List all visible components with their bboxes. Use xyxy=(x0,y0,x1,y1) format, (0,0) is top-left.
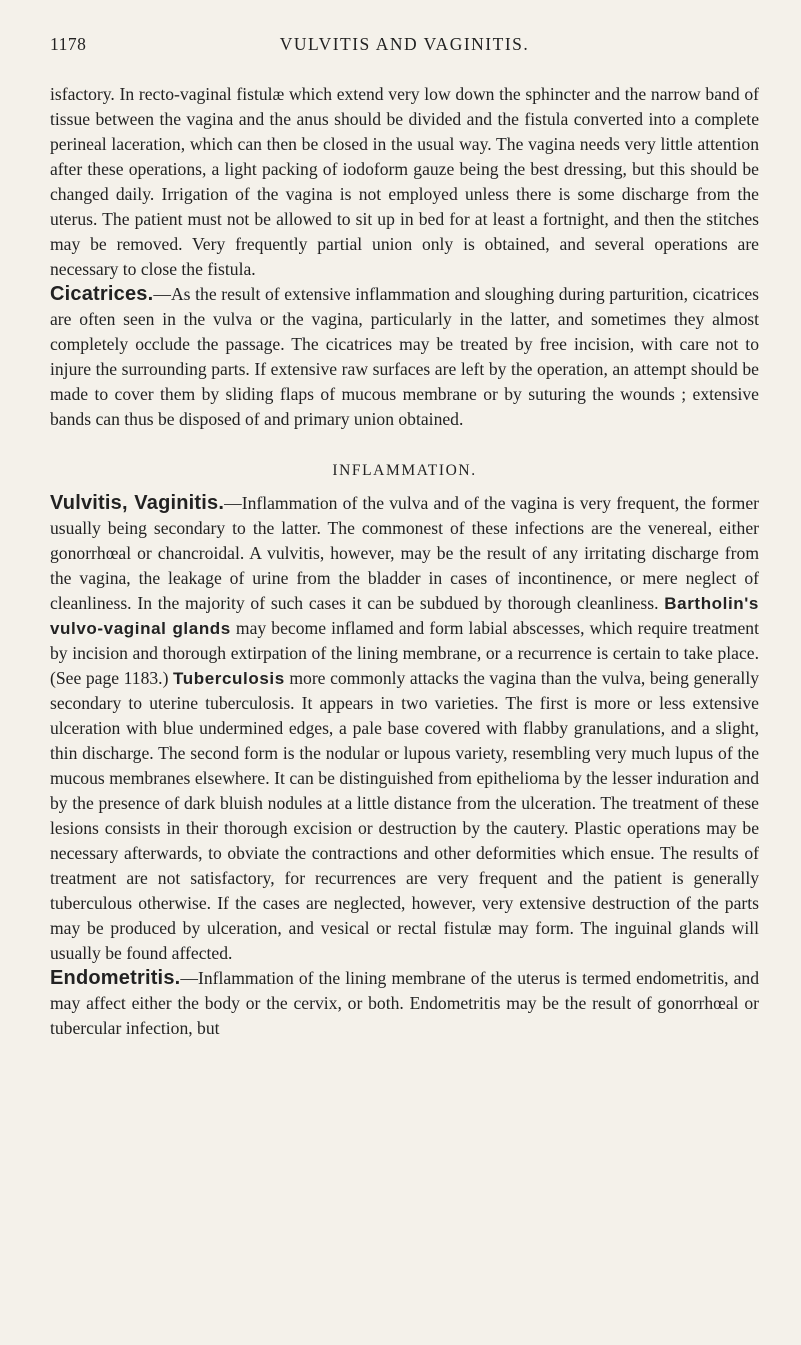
endometritis-text: —Inflammation of the lining membrane of the uterus is termed endometritis, and may affect either the body or the cervix, or both. Endometritis may be the result of gonorrhœal or tubercular infection, but xyxy=(50,968,759,1038)
vulvitis-text-3: more commonly attacks the vagina than the vulva, being generally secondary to uterine tuberculosis. It appears in two varieties. The first is more or less extensive ulceration with blue undermined edges, a pale base covered with flabby granulations, and a slight, thin discharge. The second form is the nodular or lupous variety, resembling very much lupus of the mucous membranes elsewhere. It can be distinguished from epithelioma by the lesser induration and by the presence of dark bluish nodules at a little distance from the ulceration. The treatment of these lesions consists in their thorough excision or destruction by the cautery. Plastic operations may be necessary afterwards, to obviate the contractions and other deformities which ensue. The results of treatment are not satisfactory, for recurrences are very frequent and the patient is generally tuberculous otherwise. If the cases are neglected, however, very extensive destruction of the parts may be produced by ulceration, and vesical or rectal fistulæ may form. The inguinal glands will usually be found affected. xyxy=(50,668,760,963)
running-title: VULVITIS AND VAGINITIS. xyxy=(279,34,530,54)
page-number: 1178 xyxy=(50,34,87,54)
vulvitis-text-1: —Inflammation of the vulva and of the vagina is very frequent, the former usually being secondary to the latter. The commonest of these infections are the venereal, either gonorrhœal or chancroidal. A vulvitis, however, may be the result of any irritating discharge from the vagina, the leakage of urine from the bladder in cases of incontinence, or mere neglect of cleanliness. In the majority of such cases it can be subdued by thorough cleanliness. xyxy=(50,493,759,613)
heading-vulvitis-vaginitis: Vulvitis, Vaginitis. xyxy=(50,492,225,514)
paragraph-vulvitis xyxy=(50,491,759,966)
running-header xyxy=(50,0,759,62)
subheading-bartholin-glands: Bartholin's vulvo-vaginal glands xyxy=(50,594,759,638)
cicatrices-text: —As the result of extensive inflammation and sloughing during parturition, cicatrices are often seen in the vulva or the vagina, particularly in the latter, and sometimes they almost completely occlude the passage. The cicatrices may be treated by free incision, with care not to injure the surrounding parts. If extensive raw surfaces are left by the operation, an attempt should be made to cover them by sliding flaps of mucous membrane or by suturing the wounds ; extensive bands can thus be disposed of and primary union obtained. xyxy=(50,284,759,429)
subheading-tuberculosis: Tuberculosis xyxy=(173,669,285,688)
page-body xyxy=(50,82,759,1041)
heading-cicatrices: Cicatrices. xyxy=(50,283,154,305)
heading-endometritis: Endometritis. xyxy=(50,967,181,989)
paragraph-fistulae xyxy=(50,82,759,282)
section-title-inflammation: INFLAMMATION. xyxy=(332,462,477,479)
paragraph-cicatrices xyxy=(50,282,759,432)
paragraph-endometritis xyxy=(50,966,759,1041)
paragraph-fistulae-text: isfactory. In recto-vaginal fistulæ which extend very low down the sphincter and the narrow band of tissue between the vagina and the anus should be divided and the fistula converted into a complete perineal laceration, which can then be closed in the usual way. The vagina needs very little attention after these operations, a light packing of iodoform gauze being the best dressing, but this should be changed daily. Irrigation of the vagina is not employed unless there is some discharge from the uterus. The patient must not be allowed to sit up in bed for at least a fortnight, and then the stitches may be removed. Very frequently partial union only is obtained, and several operations are necessary to close the fistula. xyxy=(50,84,759,279)
vulvitis-text-2: may become inflamed and form labial abscesses, which require treatment by incision and thorough extirpation of the lining membrane, or a recurrence is certain to take place. (See page 1183.) xyxy=(50,618,759,688)
